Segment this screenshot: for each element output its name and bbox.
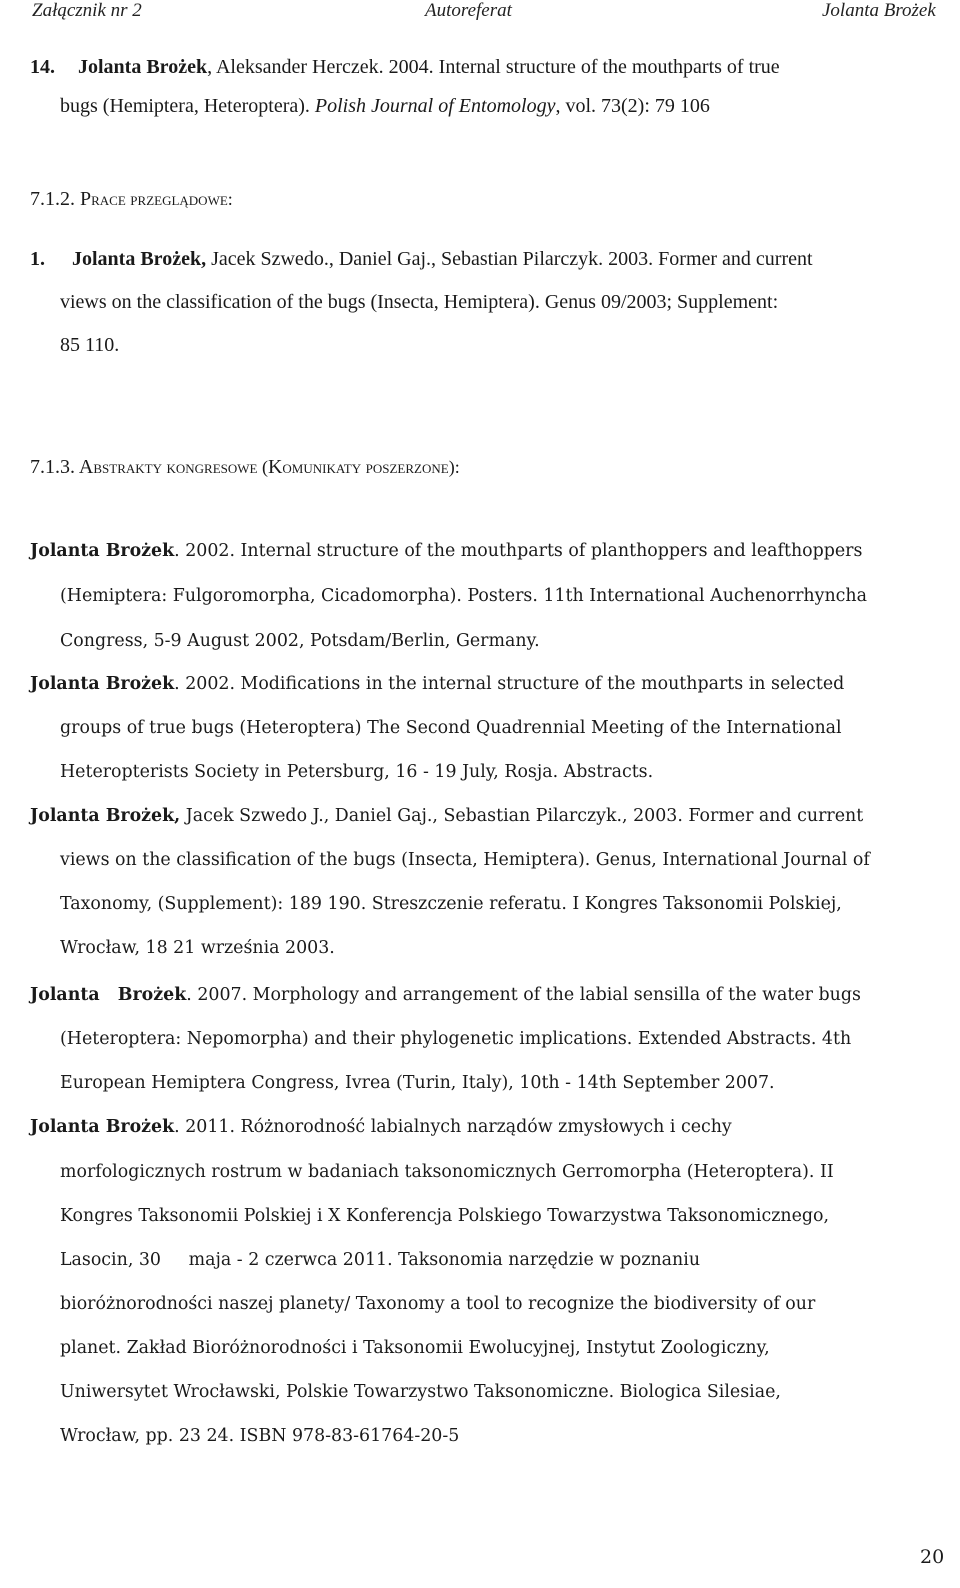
section-number: 7.1.3. [30,456,79,478]
citation-text: views on the classification of the bugs (Insecta, Hemiptera). Genus 09/2003; Supplement: [60,291,779,313]
citation-text: Jacek Szwedo., Daniel Gaj., Sebastian Pilarczyk. 2003. Former and current [206,248,813,270]
citation-text: Congress, 5-9 August 2002, Potsdam/Berlin, Germany. [60,631,540,651]
author-name: Jolanta Brożek [30,1117,175,1137]
citation-text: views on the classification of the bugs (Insecta, Hemiptera). Genus, International Journal of [60,850,870,870]
section-heading-7-1-2: 7.1.2. Prace przeglądowe: [30,188,233,210]
citation-text: planet. Zakład Bioróżnorodności i Taksonomii Ewolucyjnej, Instytut Zoologiczny, [60,1338,770,1358]
section-heading-7-1-3: 7.1.3. Abstrakty kongresowe (Komunikaty poszerzone): [30,456,460,478]
citation-text: , vol. 73(2): 79 106 [555,95,710,117]
citation-text: European Hemiptera Congress, Ivrea (Turin, Italy), 10th - 14th September 2007. [60,1073,775,1093]
author-name: Jolanta Brożek, [72,248,207,270]
citation-text: Wrocław, 18 21 września 2003. [60,938,335,958]
page-header [0,0,960,30]
citation-text: Heteropterists Society in Petersburg, 16 - 19 July, Rosja. Abstracts. [60,762,654,782]
citation-text: bioróżnorodności naszej planety/ Taxonomy a tool to recognize the biodiversity of our [60,1294,816,1314]
author-name: Jolanta Brożek [30,541,175,561]
citation-text: morfologicznych rostrum w badaniach taksonomicznych Gerromorpha (Heteroptera). II [60,1162,834,1182]
citation-text: . 2002. Internal structure of the mouthparts of planthoppers and leafthoppers [174,541,863,561]
citation-text: (Heteroptera: Nepomorpha) and their phylogenetic implications. Extended Abstracts. 4th [60,1029,852,1049]
section-number: 7.1.2. [30,188,80,210]
header-document-type: Autoreferat [425,0,512,21]
citation-text: Taxonomy, (Supplement): 189 190. Streszczenie referatu. I Kongres Taksonomii Polskiej, [60,894,842,914]
author-name: Jolanta Brożek [30,674,175,694]
citation-text: Kongres Taksonomii Polskiej i X Konferencja Polskiego Towarzystwa Taksonomicznego, [60,1206,830,1226]
citation-text: . 2002. Modifications in the internal structure of the mouthparts in selected [174,674,845,694]
journal-name: Polish Journal of Entomology [314,95,556,117]
citation-text: 85 110. [60,334,120,356]
citation-text: Jacek Szwedo J., Daniel Gaj., Sebastian Pilarczyk., 2003. Former and current [180,806,864,826]
citation-text: groups of true bugs (Heteroptera) The Second Quadrennial Meeting of the International [60,718,842,738]
page-number: 20 [920,1546,945,1568]
citation-text: Uniwersytet Wrocławski, Polskie Towarzystwo Taksonomiczne. Biologica Silesiae, [60,1382,781,1402]
section-title: race przeglądowe: [91,189,233,209]
citation-text: Wrocław, pp. 23 24. ISBN 978-83-61764-20-5 [60,1426,460,1446]
author-name: Jolanta Brożek, [30,806,181,826]
author-name: Jolanta Brożek [30,985,187,1005]
citation-text: , Aleksander Herczek. 2004. Internal structure of the mouthparts of true [207,56,780,78]
author-name: Jolanta Brożek [78,56,208,78]
citation-text: (Hemiptera: Fulgoromorpha, Cicadomorpha). Posters. 11th International Auchenorrhyncha [60,586,867,606]
item-number: 1. [30,248,45,270]
header-attachment-label: Załącznik nr 2 [32,0,142,21]
item-number: 14. [30,56,55,78]
citation-text: . 2007. Morphology and arrangement of the labial sensilla of the water bugs [186,985,861,1005]
citation-text: Lasocin, 30 maja - 2 czerwca 2011. Taksonomia narzędzie w poznaniu [60,1250,701,1270]
citation-text: . 2011. Różnorodność labialnych narządów zmysłowych i cechy [174,1117,732,1137]
header-author: Jolanta Brożek [822,0,936,21]
citation-text: bugs (Hemiptera, Heteroptera). [60,95,315,117]
